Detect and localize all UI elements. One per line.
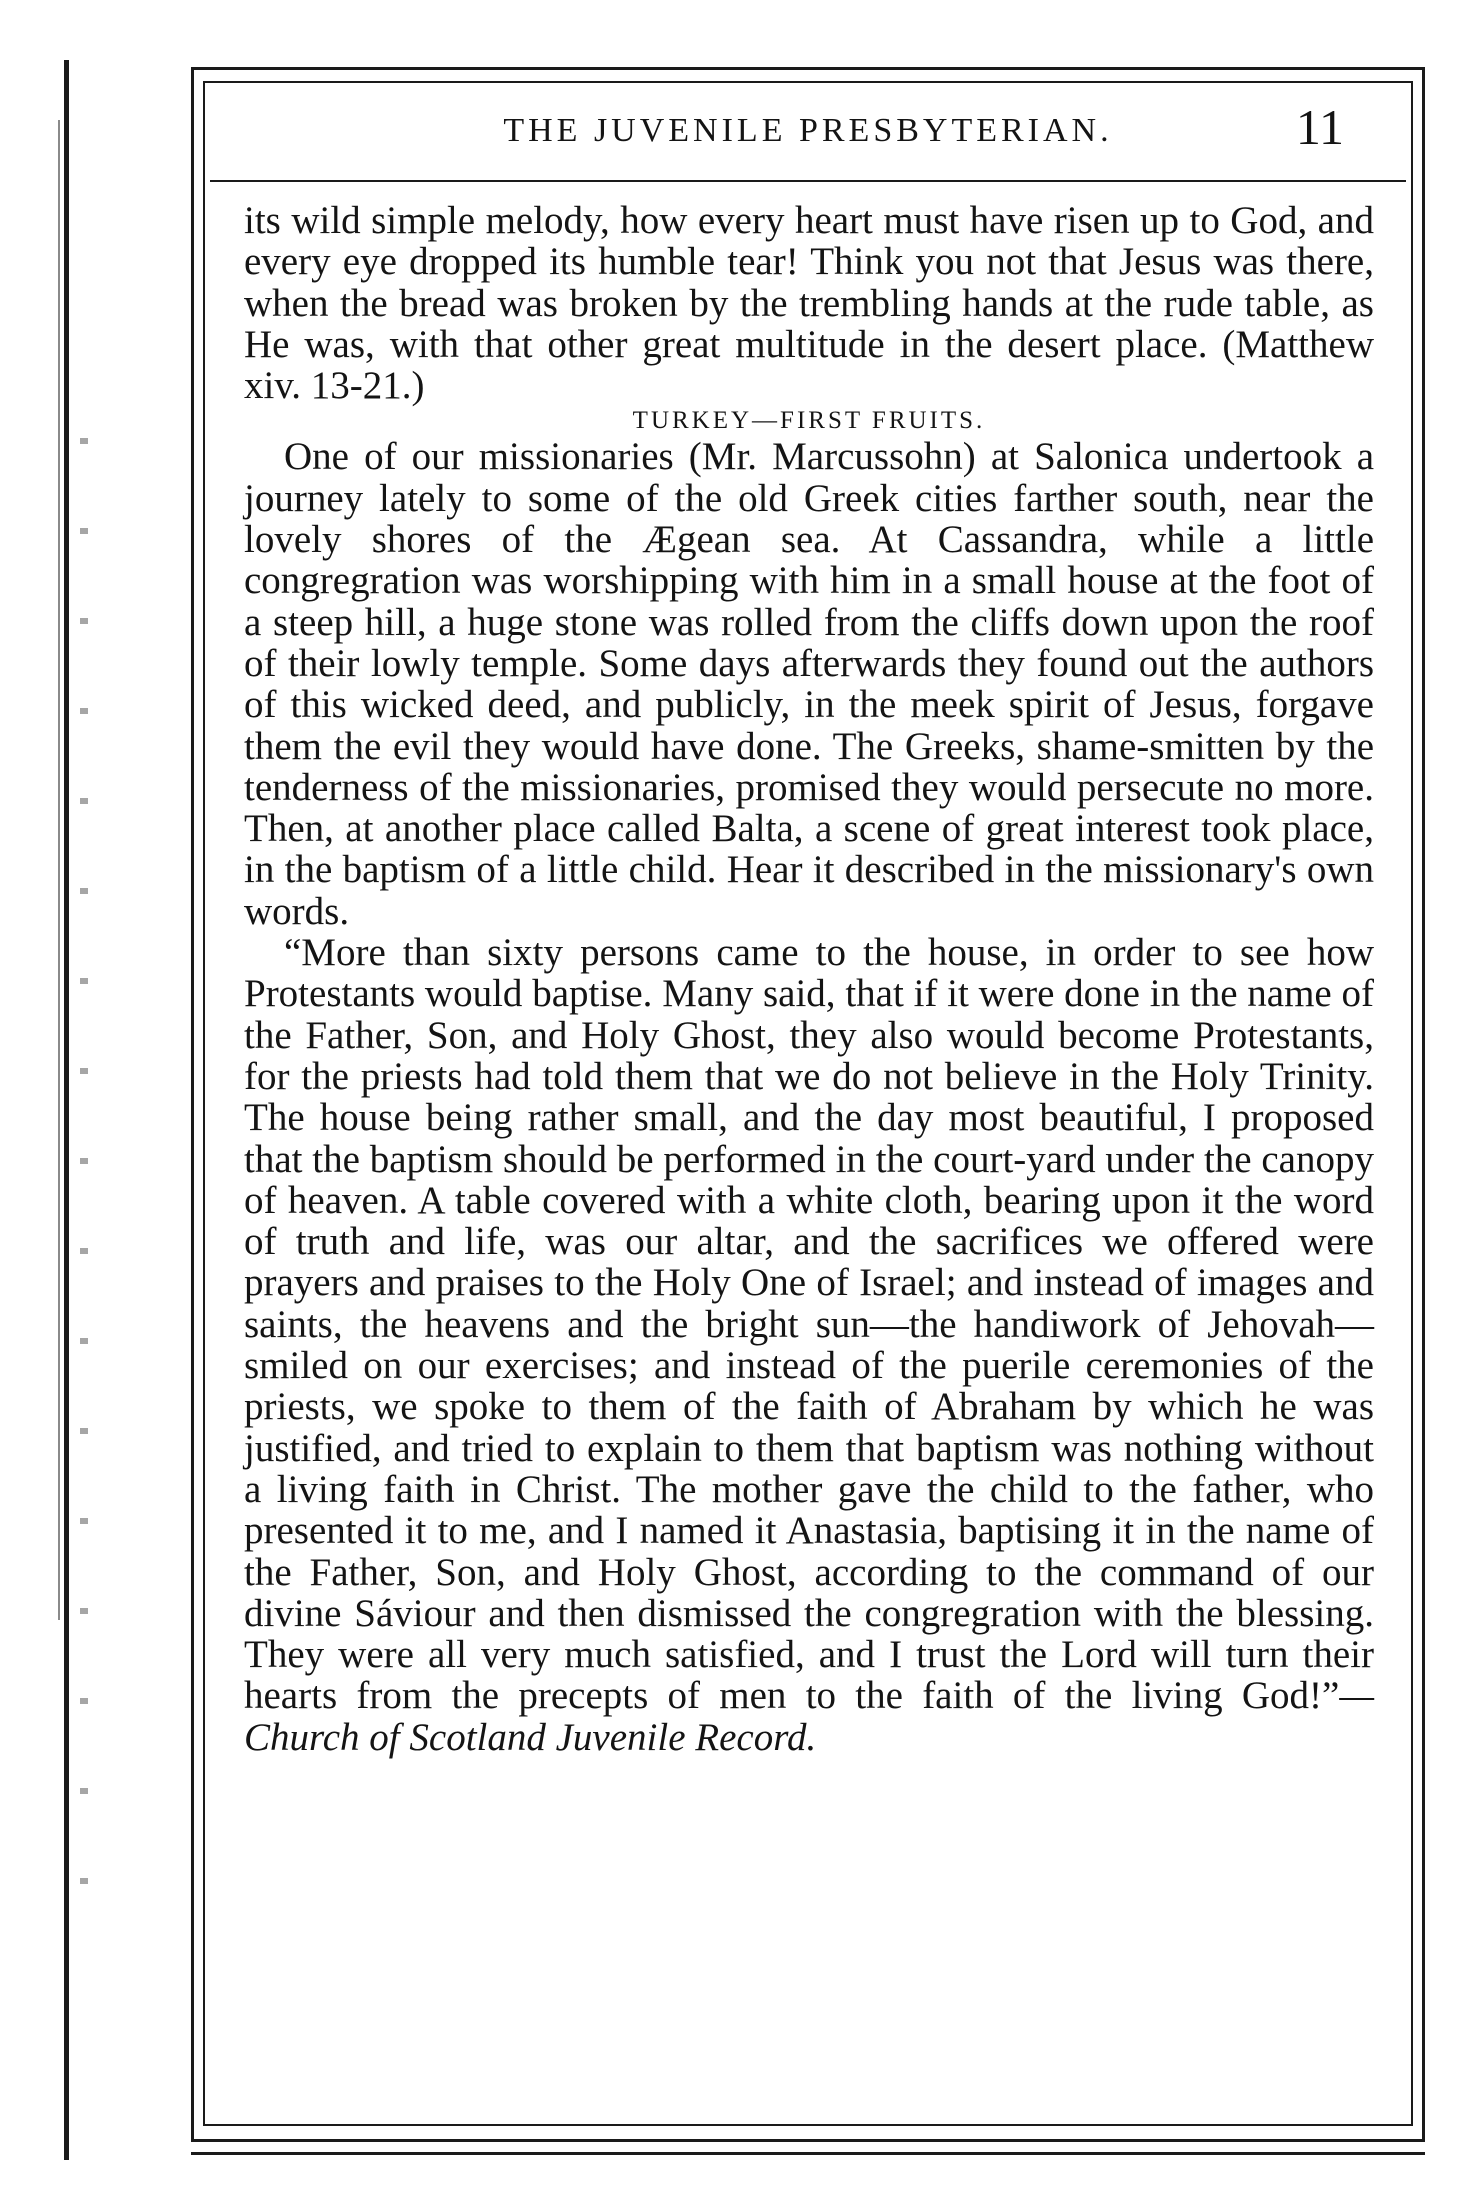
page-number: 11 (1295, 99, 1344, 155)
head-rule (210, 180, 1406, 182)
paragraph-1: One of our missionaries (Mr. Marcussohn) at Salonica undertook a journey lately to some of the old Greek cities farther south, near the lovely shores of the Ægean sea. At Cassandra, while a little congregration was worshipping with him in a small house at the foot of a steep hill, a huge stone was rolled from the cliffs down upon the roof of their lowly temple. Some days afterwards they found out the authors of this wicked deed, and publicly, in the meek spirit of Jesus, forgave them the evil they would have done. The Greeks, shame-smitten by the tenderness of the missionaries, promised they would persecute no more. Then, at another place called Balta, a scene of great interest took place, in the baptism of a little child. Hear it described in the missionary's own words. (244, 435, 1374, 933)
binding-line (64, 60, 69, 2160)
bottom-rule (191, 2152, 1425, 2155)
section-heading: TURKEY—FIRST FRUITS. (632, 407, 986, 435)
binding-edge (58, 0, 74, 2209)
margin-specks (80, 400, 88, 1900)
binding-shadow-line (58, 120, 60, 1620)
continued-paragraph: its wild simple melody, how every heart must have risen up to God, and every eye dropped its humble tear! Think you not that Jesus was there, when the bread was broken by the trembling hands at the rude table, as He was, with that other great multitude in the desert place. (Matthew xiv. 13-21.) (244, 199, 1374, 408)
attribution: —Church of Scotland Juvenile Record. (244, 1674, 1374, 1759)
running-head (210, 96, 1406, 176)
running-title: THE JUVENILE PRESBYTERIAN. (503, 112, 1113, 149)
article-body (244, 200, 1374, 1758)
quote-paragraph (244, 932, 1374, 1758)
quote-text: “More than sixty persons came to the house, in order to see how Protestants would baptise. Many said, that if it were done in the name of the Father, Son, and Holy Ghost, they also would become Protestants, for the priests had told them that we do not believe in the Holy Trinity. The house being rather small, and the day most beautiful, I proposed that the baptism should be performed in the court-yard under the canopy of heaven. A table covered with a white cloth, bearing upon it the word of truth and life, was our altar, and the sacrifices we offered were prayers and praises to the Holy One of Israel; and instead of images and saints, the heavens and the bright sun—the handiwork of Jehovah—smiled on our exercises; and instead of the puerile ceremonies of the priests, we spoke to them of the faith of Abraham by which he was justified, and tried to explain to them that baptism was nothing without a living faith in Christ. The mother gave the child to the father, who presented it to me, and I named it Anastasia, baptising it in the name of the Father, Son, and Holy Ghost, according to the command of our divine Sáviour and then dismissed the congregration with the blessing. They were all very much satisfied, and I trust the Lord will turn their hearts from the precepts of men to the faith of the living God!” (244, 931, 1374, 1718)
